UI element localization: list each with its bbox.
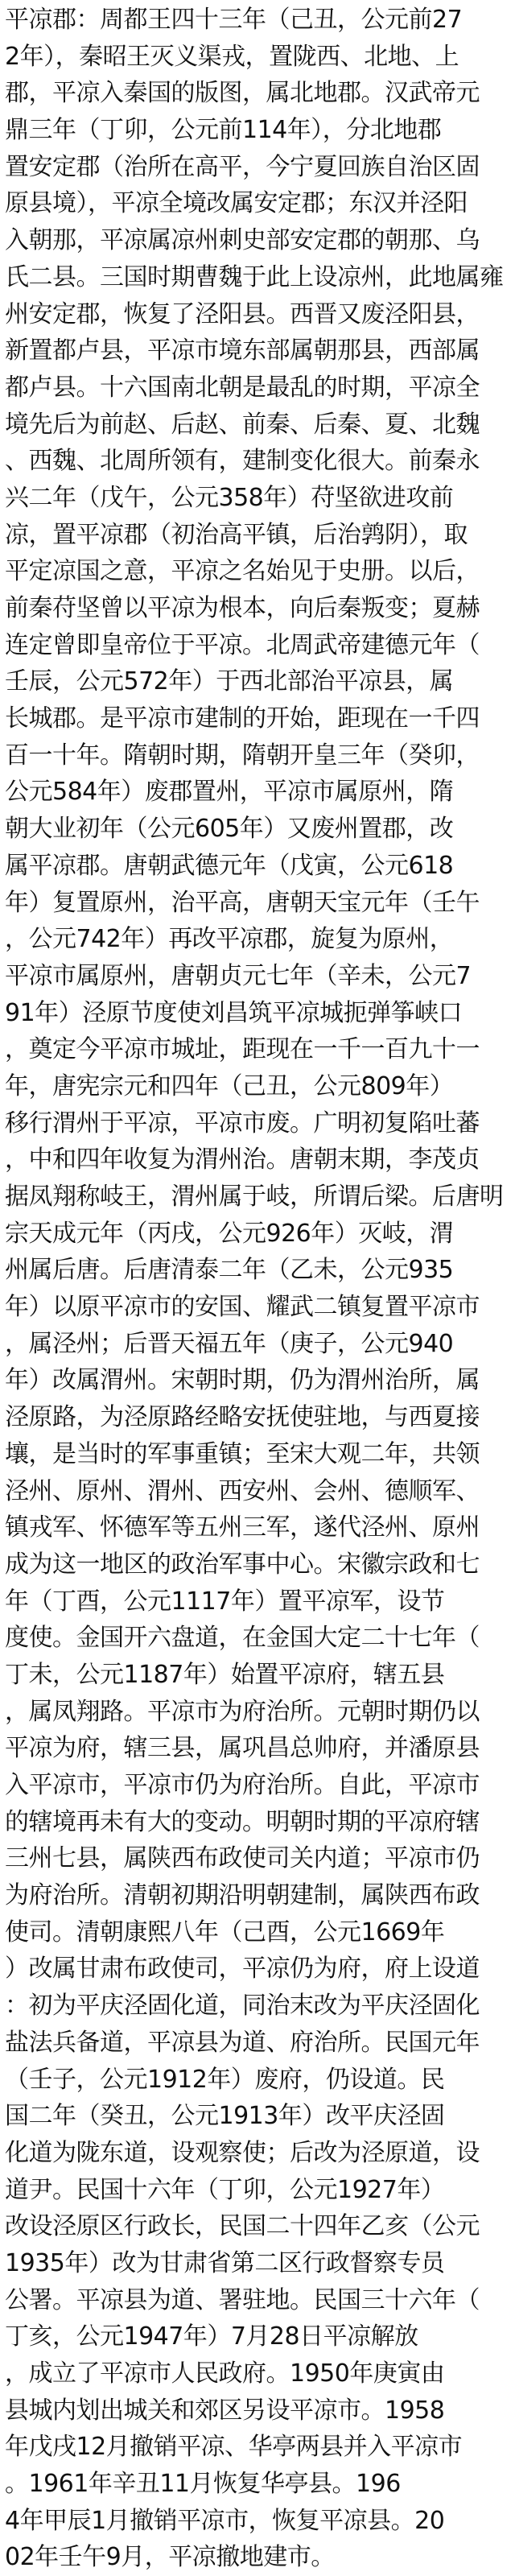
text-line: 境先后为前赵、后赵、前秦、后秦、夏、北魏: [5, 410, 480, 439]
text-line: 丁未，公元1187年）始置平凉府，辖五县: [5, 1660, 445, 1689]
text-line: 新置都卢县，平凉市境东部属朝那县，西部属: [5, 336, 480, 365]
text-line: 据凤翔称岐王，渭州属于岐，所谓后梁。后唐明: [5, 1183, 504, 1211]
text-line: 平凉郡：周都王四十三年（己丑，公元前27: [5, 6, 463, 34]
text-line: 长城郡。是平凉市建制的开始，距现在一千四: [5, 704, 480, 733]
text-line: 泾原路，为泾原路经略安抚使驻地，与西夏接: [5, 1403, 480, 1432]
text-line: 化道为陇东道，设观察使；后改为泾原道，设: [5, 2138, 480, 2167]
text-line: ，奠定今平凉市城址，距现在一千一百九十一: [5, 1035, 480, 1064]
text-line: 年）复置原州，治平高，唐朝天宝元年（壬午: [5, 888, 480, 917]
text-line: 入朝那，平凉属凉州刺史部安定郡的朝那、乌: [5, 226, 480, 255]
text-line: 公署。平凉县为道、署驻地。民国三十六年（: [5, 2285, 480, 2314]
text-line: 成为这一地区的政治军事中心。宋徽宗政和七: [5, 1550, 480, 1579]
text-line: 。1961年辛丑11月恢复华亭县。196: [5, 2470, 401, 2499]
text-line: 县城内划出城关和郊区另设平凉市。1958: [5, 2396, 445, 2425]
text-line: 朝大业初年（公元605年）又废州置郡，改: [5, 815, 454, 844]
text-line: 年，唐宪宗元和四年（己丑，公元809年）: [5, 1071, 454, 1100]
text-line: 壤，是当时的军事重镇；至宋大观二年，共领: [5, 1439, 480, 1468]
text-line: 、西魏、北周所领有，建制变化很大。前秦永: [5, 447, 480, 476]
text-line: 泾州、原州、渭州、西安州、会州、德顺军、: [5, 1476, 480, 1505]
text-line: 度使。金国开六盘道，在金国大定二十七年（: [5, 1624, 480, 1653]
text-line: 4年甲辰1月撤销平凉市，恢复平凉县。20: [5, 2506, 445, 2535]
text-line: 入平凉市，平凉市仍为府治所。自此，平凉市: [5, 1771, 480, 1799]
text-line: 都卢县。十六国南北朝是最乱的时期，平凉全: [5, 373, 480, 402]
text-line: 郡，平凉入秦国的版图，属北地郡。汉武帝元: [5, 79, 480, 108]
text-line: 州属后唐。后唐清泰二年（乙未，公元935: [5, 1256, 454, 1285]
text-line: 国二年（癸丑，公元1913年）改平庆泾固: [5, 2102, 445, 2131]
text-line: 年（丁酉，公元1117年）置平凉军，设节: [5, 1587, 445, 1616]
text-line: 原县境），平凉全境改属安定郡；东汉并泾阳: [5, 189, 468, 218]
text-line: 91年）泾原节度使刘昌筑平凉城扼弹筝峡口: [5, 998, 463, 1027]
text-line: 州安定郡，恢复了泾阳县。西晋又废泾阳县，: [5, 299, 480, 328]
text-line: 宗天成元年（丙戌，公元926年）灭岐，渭: [5, 1219, 454, 1248]
text-line: 移行渭州于平凉，平凉市废。广明初复陷吐蕃: [5, 1108, 480, 1137]
text-line: （壬子，公元1912年）废府，仍设道。民: [5, 2065, 445, 2094]
text-line: 连定曾即皇帝位于平凉。北周武帝建德元年（: [5, 630, 480, 659]
text-line: ，成立了平凉市人民政府。1950年庚寅由: [5, 2359, 445, 2388]
text-line: 盐法兵备道，平凉县为道、府治所。民国元年: [5, 2028, 480, 2057]
text-line: 丁亥，公元1947年）7月28日平凉解放: [5, 2322, 418, 2351]
text-line: 氏二县。三国时期曹魏于此上设凉州，此地属雍: [5, 262, 504, 291]
text-line: 1935年）改为甘肃省第二区行政督察专员: [5, 2248, 445, 2277]
text-line: 年戊戌12月撤销平凉、华亭两县并入平凉市: [5, 2433, 463, 2462]
text-line: ：初为平庆泾固化道，同治末改为平庆泾固化: [5, 1992, 480, 2021]
text-line: ，属泾州；后晋天福五年（庚子，公元940: [5, 1329, 454, 1358]
text-line: 为府治所。清朝初期沿明朝建制，属陕西布政: [5, 1881, 480, 1910]
text-line: 02年壬午9月，平凉撤地建市。: [5, 2543, 335, 2572]
text-line: 年）以原平凉市的安国、耀武二镇复置平凉市: [5, 1293, 480, 1322]
text-line: 兴二年（戊午，公元358年）苻坚欲进攻前: [5, 483, 454, 512]
text-line: 壬辰，公元572年）于西北部治平凉县，属: [5, 667, 454, 696]
text-line: 年）改属渭州。宋朝时期，仍为渭州治所，属: [5, 1366, 480, 1395]
text-line: 鼎三年（丁卯，公元前114年），分北地郡: [5, 116, 442, 145]
text-line: 平凉市属原州，唐朝贞元七年（辛未，公元7: [5, 961, 472, 990]
text-line: ，属凤翔路。平凉市为府治所。元朝时期仍以: [5, 1697, 480, 1726]
text-line: ，中和四年收复为渭州治。唐朝末期，李茂贞: [5, 1146, 480, 1174]
text-line: 改设泾原区行政长，民国二十四年乙亥（公元: [5, 2212, 480, 2241]
text-line: 前秦苻坚曾以平凉为根本，向后秦叛变；夏赫: [5, 594, 480, 622]
text-line: 凉，置平凉郡（初治高平镇，后治鹑阴），取: [5, 520, 468, 549]
text-line: 属平凉郡。唐朝武德元年（戊寅，公元618: [5, 851, 454, 880]
text-line: 置安定郡（治所在高平，今宁夏回族自治区固: [5, 152, 480, 181]
text-line: 平凉为府，辖三县，属巩昌总帅府，并潘原县: [5, 1734, 480, 1763]
text-line: 2年），秦昭王灭义渠戎，置陇西、北地、上: [5, 42, 459, 71]
text-line: 百一十年。隋朝时期，隋朝开皇三年（癸卯，: [5, 741, 480, 770]
text-line: 公元584年）废郡置州，平凉市属原州，隋: [5, 778, 454, 807]
text-line: ）改属甘肃布政使司，平凉仍为府，府上设道: [5, 1955, 480, 1984]
text-line: 三州七县，属陕西布政使司关内道；平凉市仍: [5, 1844, 480, 1873]
text-line: 平定凉国之意，平凉之名始见于史册。以后，: [5, 557, 480, 586]
text-line: 使司。清朝康熙八年（己酉，公元1669年: [5, 1918, 445, 1946]
text-line: 道尹。民国十六年（丁卯，公元1927年）: [5, 2175, 445, 2204]
text-line: 镇戎军、怀德军等五州三军，遂代泾州、原州: [5, 1513, 480, 1542]
text-line: ，公元742年）再改平凉郡，旋复为原州，: [5, 925, 454, 954]
text-line: 的辖境再未有大的变动。明朝时期的平凉府辖: [5, 1807, 480, 1836]
